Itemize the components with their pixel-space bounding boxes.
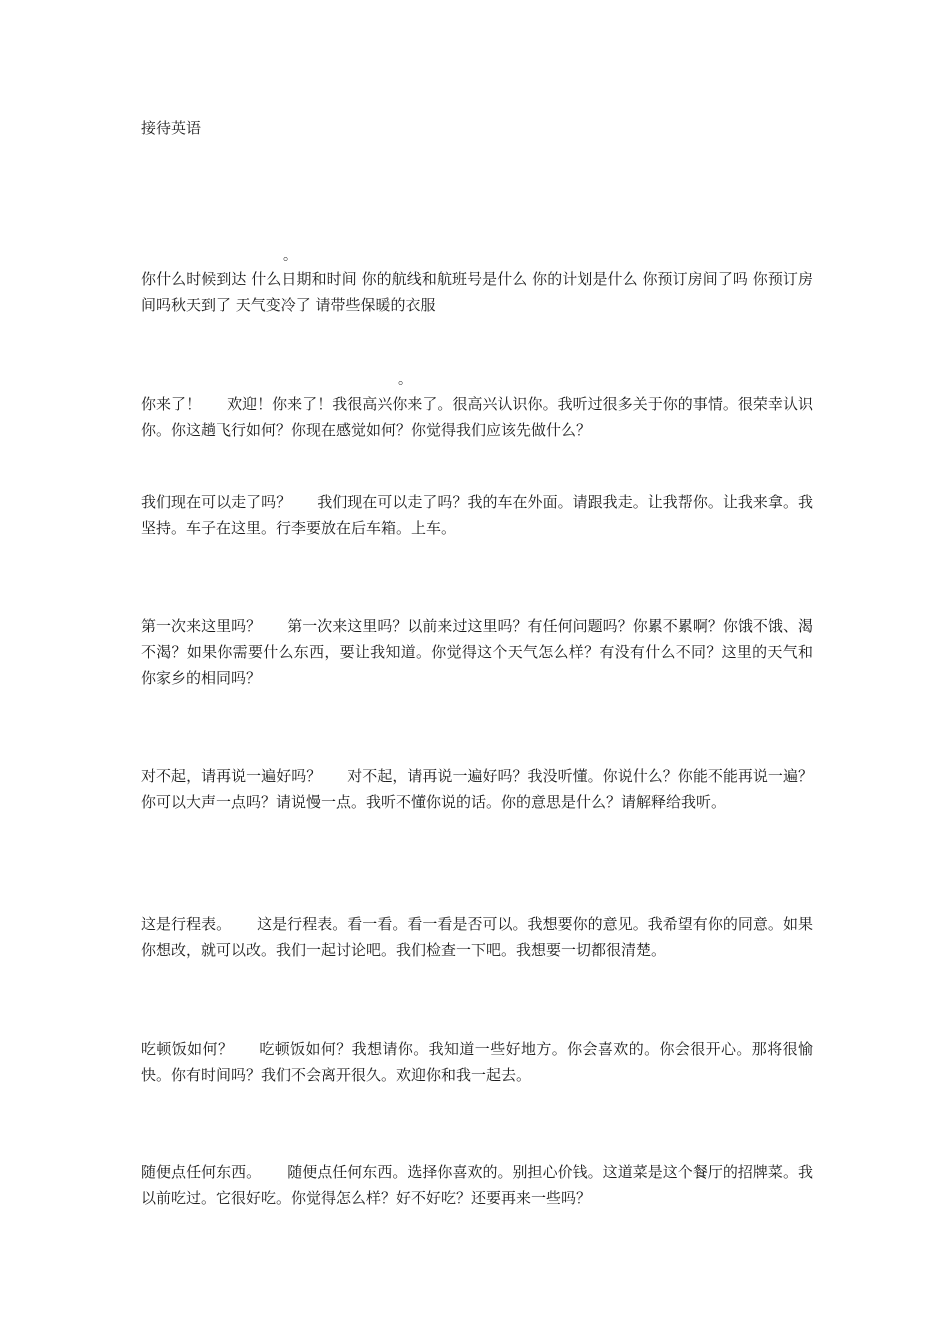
section-body: 我们现在可以走了吗？我的车在外面。请跟我走。让我帮你。让我来拿。我坚持。车子在这里。行李要放在后车箱。上车。 — [141, 493, 813, 537]
section-paragraph-7 — [141, 1159, 813, 1211]
section-heading: 你来了！ — [141, 395, 202, 413]
punctuation-mark: 。 — [283, 248, 297, 264]
punctuation-mark: 。 — [398, 372, 412, 388]
section-body: 第一次来这里吗？以前来过这里吗？有任何问题吗？你累不累啊？你饿不饿、渴不渴？如果你需要什么东西，要让我知道。你觉得这个天气怎么样？有没有什么不同？这里的天气和你家乡的相同吗？ — [141, 617, 813, 687]
section-paragraph-6 — [141, 1036, 813, 1088]
section-paragraph-3 — [141, 613, 813, 691]
section-heading: 第一次来这里吗？ — [141, 617, 262, 635]
section-body: 随便点任何东西。选择你喜欢的。别担心价钱。这道菜是这个餐厅的招牌菜。我以前吃过。它很好吃。你觉得怎么样？好不好吃？还要再来一些吗？ — [141, 1163, 813, 1207]
section-body: 对不起，请再说一遍好吗？我没听懂。你说什么？你能不能再说一遍？你可以大声一点吗？请说慢一点。我听不懂你说的话。你的意思是什么？请解释给我听。 — [141, 767, 813, 811]
section-paragraph-1 — [141, 391, 813, 443]
section-paragraph-5 — [141, 911, 813, 963]
section-body: 吃顿饭如何？我想请你。我知道一些好地方。你会喜欢的。你会很开心。那将很愉快。你有时间吗？我们不会离开很久。欢迎你和我一起去。 — [141, 1040, 813, 1084]
section-body: 这是行程表。看一看。看一看是否可以。我想要你的意见。我希望有你的同意。如果你想改，就可以改。我们一起讨论吧。我们检查一下吧。我想要一切都很清楚。 — [141, 915, 813, 959]
section-body: 欢迎！你来了！我很高兴你来了。很高兴认识你。我听过很多关于你的事情。很荣幸认识你。你这趟飞行如何？你现在感觉如何？你觉得我们应该先做什么？ — [141, 395, 813, 439]
section-heading: 我们现在可以走了吗？ — [141, 493, 292, 511]
section-paragraph-2 — [141, 489, 813, 541]
section-heading: 吃顿饭如何？ — [141, 1040, 234, 1058]
section-paragraph-4 — [141, 763, 813, 815]
section-heading: 这是行程表。 — [141, 915, 232, 933]
document-title: 接待英语 — [141, 119, 202, 137]
section-heading: 随便点任何东西。 — [141, 1163, 262, 1181]
section-heading: 对不起，请再说一遍好吗？ — [141, 767, 322, 785]
intro-paragraph: 你什么时候到达 什么日期和时间 你的航线和航班号是什么 你的计划是什么 你预订房间了吗 你预订房间吗秋天到了 天气变冷了 请带些保暖的衣服 — [141, 270, 813, 314]
